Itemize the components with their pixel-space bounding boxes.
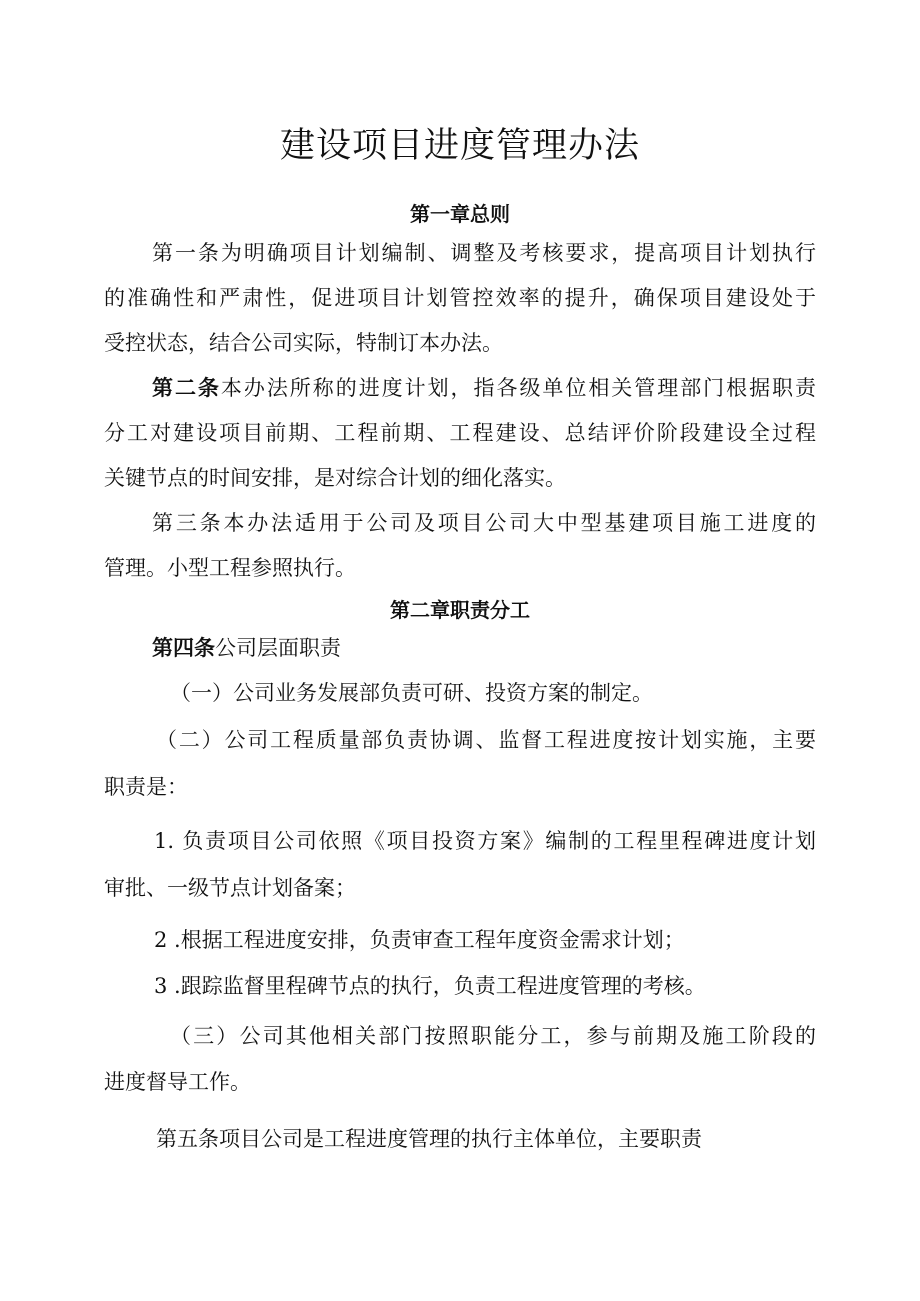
paragraph-line: 第一条为明确项目计划编制、调整及考核要求，提高项目计划执行 [152,241,816,265]
paragraph-line: 关键节点的时间安排，是对综合计划的细化落实。 [104,466,566,490]
article-label: 第四条 [152,636,215,660]
paragraph-text: 公司层面职责 [215,636,341,660]
paragraph-line: （三）公司其他相关部门按照职能分工，参与前期及施工阶段的 [170,1024,816,1048]
paragraph-line: 管理。小型工程参照执行。 [104,556,356,580]
paragraph-line: 3 .跟踪监督里程碑节点的执行，负责工程进度管理的考核。 [154,974,706,998]
paragraph-line: 进度督导工作。 [104,1070,251,1094]
paragraph-line: 受控状态，结合公司实际，特制订本办法。 [104,331,503,355]
paragraph-line: 第五条项目公司是工程进度管理的执行主体单位，主要职责 [156,1127,702,1151]
paragraph-line: （二）公司工程质量部负责协调、监督工程进度按计划实施，主要 [156,728,816,752]
paragraph-line: 分工对建设项目前期、工程前期、工程建设、总结评价阶段建设全过程 [104,421,816,445]
paragraph-line [104,373,816,403]
paragraph-text: 本办法所称的进度计划，指各级单位相关管理部门根据职责 [220,376,817,400]
paragraph-line: 的准确性和严肃性，促进项目计划管控效率的提升，确保项目建设处于 [104,286,816,310]
paragraph-line: （一）公司业务发展部负责可研、投资方案的制定。 [170,681,653,705]
paragraph-line: 职责是： [104,775,188,799]
paragraph-line [104,633,864,663]
chapter-heading: 第二章职责分工 [390,598,530,622]
paragraph-line: 审批、一级节点计划备案； [104,876,356,900]
article-label: 第二条 [152,376,221,400]
paragraph-line: 第三条本办法适用于公司及项目公司大中型基建项目施工进度的 [152,511,816,535]
paragraph-line: 2 .根据工程进度安排，负责审查工程年度资金需求计划； [154,928,685,952]
chapter-heading: 第一章总则 [410,202,510,226]
document-title: 建设项目进度管理办法 [279,126,640,166]
paragraph-line: 1. 负责项目公司依照《项目投资方案》编制的工程里程碑进度计划 [154,829,816,853]
